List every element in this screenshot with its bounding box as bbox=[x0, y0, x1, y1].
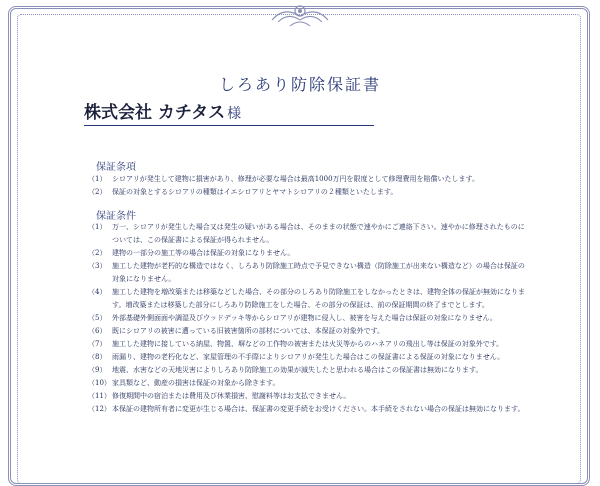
item-number: （11） bbox=[88, 392, 111, 400]
item-number: （1） bbox=[88, 223, 107, 231]
document-title: しろあり防除保証書 bbox=[218, 75, 381, 94]
customer-name-line bbox=[84, 98, 374, 126]
item-number: （10） bbox=[88, 379, 111, 387]
item-text: 家具類など、動産の損害は保証の対象から除きます。 bbox=[112, 379, 280, 387]
list-item bbox=[88, 286, 528, 312]
item-text: 本保証の建物所有者に変更が生じる場合は、保証書の変更手続をお受けください。本手続をされない場合の保証は無効になります。 bbox=[112, 405, 525, 413]
item-text: 保証の対象とするシロアリの種類はイエシロアリとヤマトシロアリの２種類といたします。 bbox=[112, 188, 398, 196]
item-number: （3） bbox=[88, 262, 107, 270]
item-text: 雨漏り、建物の老朽化など、家屋管理の不手際によりシロアリが発生した場合はこの保証書による保証の対象になりません。 bbox=[112, 353, 505, 361]
list-item bbox=[88, 221, 528, 247]
item-number: （5） bbox=[88, 314, 107, 322]
section-heading-warranty-terms: 保証条項 bbox=[96, 162, 136, 173]
list-item bbox=[88, 247, 528, 260]
item-number: （12） bbox=[88, 405, 111, 413]
warranty-terms-list bbox=[88, 173, 528, 199]
item-number: （4） bbox=[88, 288, 107, 296]
item-text: 施工した建物に接している納屋、物置、塀などの工作物の被害または火災等からのハネアリの飛出し等は保証の対象外です。 bbox=[112, 340, 504, 348]
item-text: 外部基礎外側面面や調湿及びウッドデッキ等からシロアリが建物に侵入し、被害を与えた場合は保証の対象になりません。 bbox=[112, 314, 497, 322]
item-number: （7） bbox=[88, 340, 107, 348]
list-item bbox=[88, 351, 528, 364]
list-item bbox=[88, 377, 528, 390]
item-number: （2） bbox=[88, 249, 107, 257]
list-item bbox=[88, 186, 528, 199]
item-text: 施工した建物を増改築または移築などした場合、その部分のしろあり防除施工をしなかったときは、建物全体の保証が無効になります。増改築または移築した部分にしろあり防除施工をした場合、その部分の保証は、前の保証期間の終了までとします。 bbox=[112, 288, 525, 309]
item-number: （6） bbox=[88, 327, 107, 335]
list-item bbox=[88, 260, 528, 286]
item-text: 万一、シロアリが発生した場合又は発生の疑いがある場合は、そのままの状態で速やかにご連絡下さい。速やかに修理されたものについては、この保証書による保証が得られません。 bbox=[112, 223, 525, 244]
list-item bbox=[88, 312, 528, 325]
item-text: シロアリが発生して建物に損害があり、修理が必要な場合は最高1000万円を限度として修理費用を賠償いたします。 bbox=[112, 175, 479, 183]
item-number: （1） bbox=[88, 175, 107, 183]
list-item bbox=[88, 325, 528, 338]
ornament-icon bbox=[268, 2, 332, 30]
item-number: （9） bbox=[88, 366, 107, 374]
list-item bbox=[88, 403, 528, 416]
item-number: （8） bbox=[88, 353, 107, 361]
list-item bbox=[88, 173, 528, 186]
item-text: 施工した建物が老朽的な構造ではなく、しろあり防除施工時点で予見できない構造（防除施工が出来ない構造など）の場合は保証の対象になりません。 bbox=[112, 262, 525, 283]
section-heading-warranty-conditions: 保証条件 bbox=[96, 211, 136, 222]
item-text: 修復期間中の宿泊または費用及び休業損害、慰謝料等はお支払できません。 bbox=[112, 392, 351, 400]
honorific: 様 bbox=[227, 106, 242, 122]
list-item bbox=[88, 390, 528, 403]
item-text: 地震、水害などの天地災害によりしろあり防除施工の効果が減失したと思われる場合はこの保証書は無効になります。 bbox=[112, 366, 483, 374]
warranty-conditions-list bbox=[88, 221, 528, 416]
item-text: 建物の一部分の施工等の場合は保証の対象になりません。 bbox=[112, 249, 295, 257]
list-item bbox=[88, 338, 528, 351]
item-text: 既にシロアリの被害に遭っている旧被害箇所の部材については、本保証の対象外です。 bbox=[112, 327, 385, 335]
item-number: （2） bbox=[88, 188, 107, 196]
customer-name: 株式会社 カチタス bbox=[84, 103, 226, 123]
list-item bbox=[88, 364, 528, 377]
